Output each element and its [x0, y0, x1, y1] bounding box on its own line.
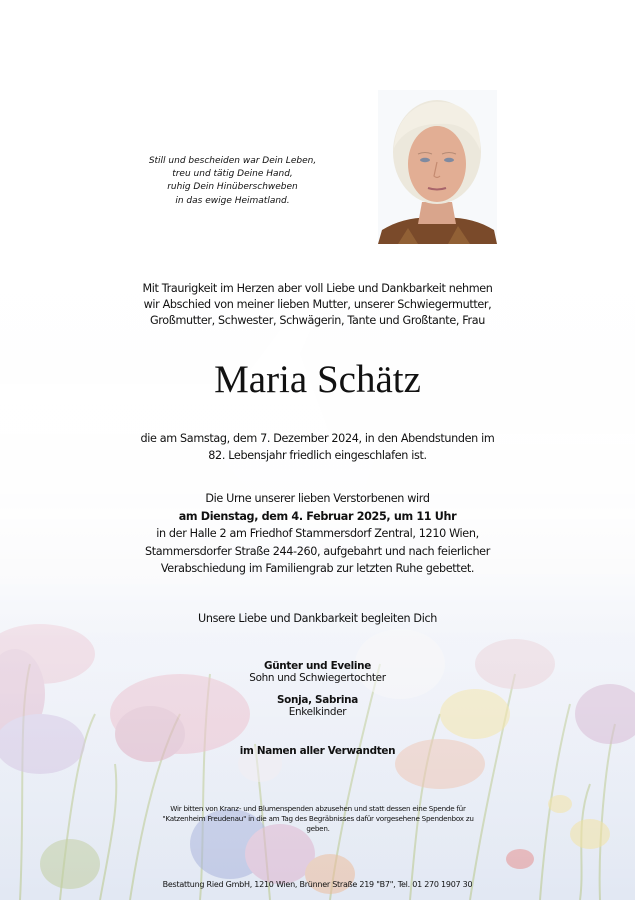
mourner-names: Günter und Eveline [263, 660, 371, 672]
donation-line: "Katzenheim Freudenau" in die am Tag des Begräbnisses dafür vorgesehene Spendenbox zu [162, 813, 474, 823]
intro-line: Großmutter, Schwester, Schwägerin, Tante und Großtante, Frau [149, 314, 486, 327]
mourner-relation: Sohn und Schwiegertochter [249, 671, 386, 684]
funeral-home-footer: Bestattung Ried GmbH, 1210 Wien, Brünner Straße 219 "B7", Tel. 01 270 1907 30 [162, 880, 473, 889]
death-notice-line: die am Samstag, dem 7. Dezember 2024, in den Abendstunden im [140, 432, 495, 445]
mourners-list [0, 661, 635, 718]
donation-request [138, 804, 498, 833]
deceased-name: Maria Schätz [214, 358, 421, 401]
mourner-relation: Enkelkinder [288, 705, 347, 718]
intro-line: Mit Traurigkeit im Herzen aber voll Liebe und Dankbarkeit nehmen [142, 282, 493, 295]
funeral-intro-line: Die Urne unserer lieben Verstorbenen wird [205, 492, 430, 505]
intro-line: wir Abschied von meiner lieben Mutter, unserer Schwiegermutter, [143, 298, 492, 311]
funeral-line: Stammersdorfer Straße 244-260, aufgebahrt und nach feierlicher [145, 544, 490, 558]
motto-line: ruhig Dein Hinüberschweben [167, 182, 298, 193]
portrait-photo [378, 90, 497, 244]
death-notice [0, 430, 635, 464]
motto-line: in das ewige Heimatland. [175, 195, 290, 206]
motto-line: Still und bescheiden war Dein Leben, [148, 156, 317, 166]
relatives-line: im Namen aller Verwandten [239, 745, 396, 757]
portrait-icon [378, 90, 497, 244]
donation-line: geben. [306, 823, 330, 833]
death-notice-line: 82. Lebensjahr friedlich eingeschlafen ist. [208, 449, 427, 462]
intro-text [0, 281, 635, 329]
motto-poem [120, 155, 345, 208]
mourner-names: Sonja, Sabrina [277, 694, 358, 706]
donation-line: Wir bitten von Kranz- und Blumenspenden abzusehen und statt dessen eine Spende für [170, 804, 466, 813]
funeral-date: am Dienstag, dem 4. Februar 2025, um 11 Uhr [178, 509, 457, 523]
closing-line: Unsere Liebe und Dankbarkeit begleiten Dich [197, 612, 437, 625]
funeral-details [0, 490, 635, 578]
motto-line: treu und tätig Deine Hand, [172, 169, 293, 180]
funeral-line: in der Halle 2 am Friedhof Stammersdorf Zentral, 1210 Wien, [156, 527, 479, 540]
funeral-line: Verabschiedung im Familiengrab zur letzten Ruhe gebettet. [160, 562, 475, 575]
